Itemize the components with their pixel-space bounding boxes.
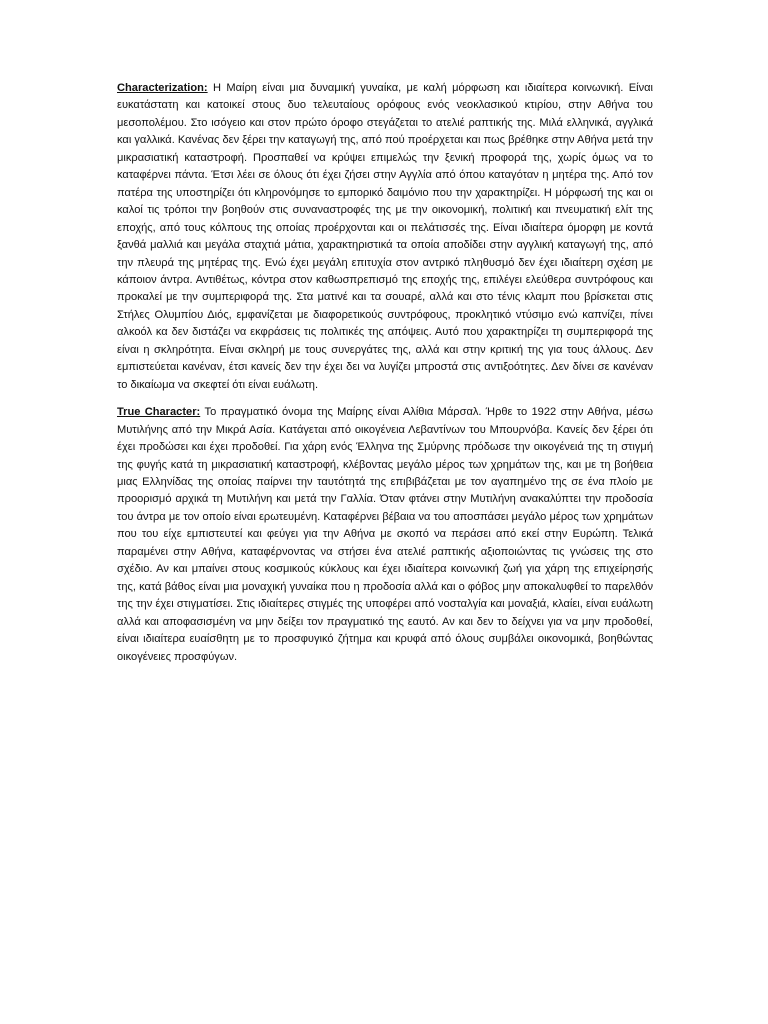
true-character-paragraph (117, 404, 653, 666)
characterization-body: Η Μαίρη είναι μια δυναμική γυναίκα, με καλή μόρφωση και ιδιαίτερα κοινωνική. Είναι ευκατάστατη και κατοικεί στους δυο τελευταίους ορόφους ενός νεοκλασικού κτιρίου, στην Αθήνα του μεσοπολέμου. Στο ισόγειο και στον πρώτο όροφο στεγάζεται το ατελιέ ραπτικής της. Μιλά ελληνικά, αγγλικά και γαλλικά. Κανένας δεν ξέρει την καταγωγή της, από πού προέρχεται και πως βρέθηκε στην Αθήνα μετά την μικρασιατική καταστροφή. Προσπαθεί να κρύψει επιμελώς την ξενική προφορά της, χωρίς όμως να το καταφέρνει πάντα. Έτσι λέει σε όλους ότι έχει ζήσει στην Αγγλία από όπου καταγόταν η μητέρα της. Από τον πατέρα της υποστηρίζει ότι κληρονόμησε το εμπορικό δαιμόνιο που την χαρακτηρίζει. Η μόρφωσή της και οι καλοί τις τρόποι την βοηθούν στις συναναστροφές της με την οικονομική, πολιτική και πνευματική ελίτ της εποχής, από τους κόλπους της οποίας προέρχονται και οι πελάτισσές της. Είναι ιδιαίτερα όμορφη με κοντά ξανθά μαλλιά και μεγάλα σταχτιά μάτια, χαρακτηριστικά τα οποία αποδίδει στην αγγλική καταγωγή της, από την πλευρά της μητέρας της. Ενώ έχει μεγάλη επιτυχία στον αντρικό πληθυσμό δεν έχει ιδιαίτερη σχέση με κάποιον άντρα. Αντιθέτως, κόντρα στον καθωσπρεπισμό της εποχής της, επιλέγει ελεύθερα συντρόφους και προκαλεί με την συμπεριφορά της. Στα ματινέ και τα σουαρέ, αλλά και στο τένις κλαμπ που βρίσκεται στις Στήλες Ολυμπίου Διός, εμφανίζεται με διαφορετικούς συντρόφους, προκλητικό ντύσιμο ενώ καπνίζει, πίνει αλκοόλ κα δεν διστάζει να εκφράσεις τις πολιτικές της απόψεις. Αυτό που χαρακτηρίζει τη συμπεριφορά της είναι η σκληρότητα. Είναι σκληρή με τους συνεργάτες της, αλλά και στην κριτική της για τους άλλους. Δεν εμπιστεύεται κανέναν, έτσι κανείς δεν την έχει δει να λυγίζει μπροστά στις αντιξοότητες. Δεν δίνει σε κανέναν το δικαίωμα να σκεφτεί ότι είναι ευάλωτη. (117, 82, 653, 391)
characterization-heading: Characterization: (117, 82, 208, 94)
characterization-paragraph (117, 80, 653, 394)
true-character-body: Το πραγματικό όνομα της Μαίρης είναι Αλίθια Μάρσαλ. Ήρθε το 1922 στην Αθήνα, μέσω Μυτιλήνης από την Μικρά Ασία. Κατάγεται από οικογένεια Λεβαντίνων του Μπουρνόβα. Κανείς δεν ξέρει ότι έχει προδώσει και έχει προδοθεί. Για χάρη ενός Έλληνα της Σμύρνης πρόδωσε την οικογένειά της τη στιγμή της φυγής κατά τη μικρασιατική καταστροφή, κλέβοντας μεγάλο μέρος των χρημάτων της, και με τη βοήθεια μιας Ελληνίδας της οποίας παίρνει την ταυτότητά της επιβιβάζεται με τον αγαπημένο της σε ένα πλοίο με προορισμό αρχικά τη Μυτιλήνη και μετά την Γαλλία. Όταν φτάνει στην Μυτιλήνη ανακαλύπτει την προδοσία του άντρα με τον οποίο είναι ερωτευμένη. Καταφέρνει βέβαια να του αποσπάσει μεγάλο μέρος των χρημάτων που του είχε εμπιστευτεί και φεύγει για την Αθήνα με σκοπό να περάσει από εκεί στην Ευρώπη. Τελικά παραμένει στην Αθήνα, καταφέρνοντας να στήσει ένα ατελιέ ραπτικής αξιοποιώντας τις γνώσεις της στο σχέδιο. Αν και μπαίνει στους κοσμικούς κύκλους και έχει ιδιαίτερα κοινωνική ζωή για χάρη της επιχείρησής της, κατά βάθος είναι μια μοναχική γυναίκα που η προδοσία αλλά και ο φόβος μην αποκαλυφθεί το παρελθόν της την έχει στιγματίσει. Στις ιδιαίτερες στιγμές της υποφέρει από νοσταλγία και μοναξιά, κλαίει, είναι ευάλωτη αλλά και αποφασισμένη να μην δείξει τον πραγματικό της εαυτό. Αν και δεν το δείχνει για να μην προδοθεί, είναι ιδιαίτερα ευαίσθητη με το προσφυγικό ζήτημα και κρυφά από όλους συμβάλει οικονομικά, βοηθώντας οικογένειες προσφύγων. (117, 406, 653, 663)
true-character-heading: True Character: (117, 406, 201, 419)
document-page (117, 80, 653, 666)
